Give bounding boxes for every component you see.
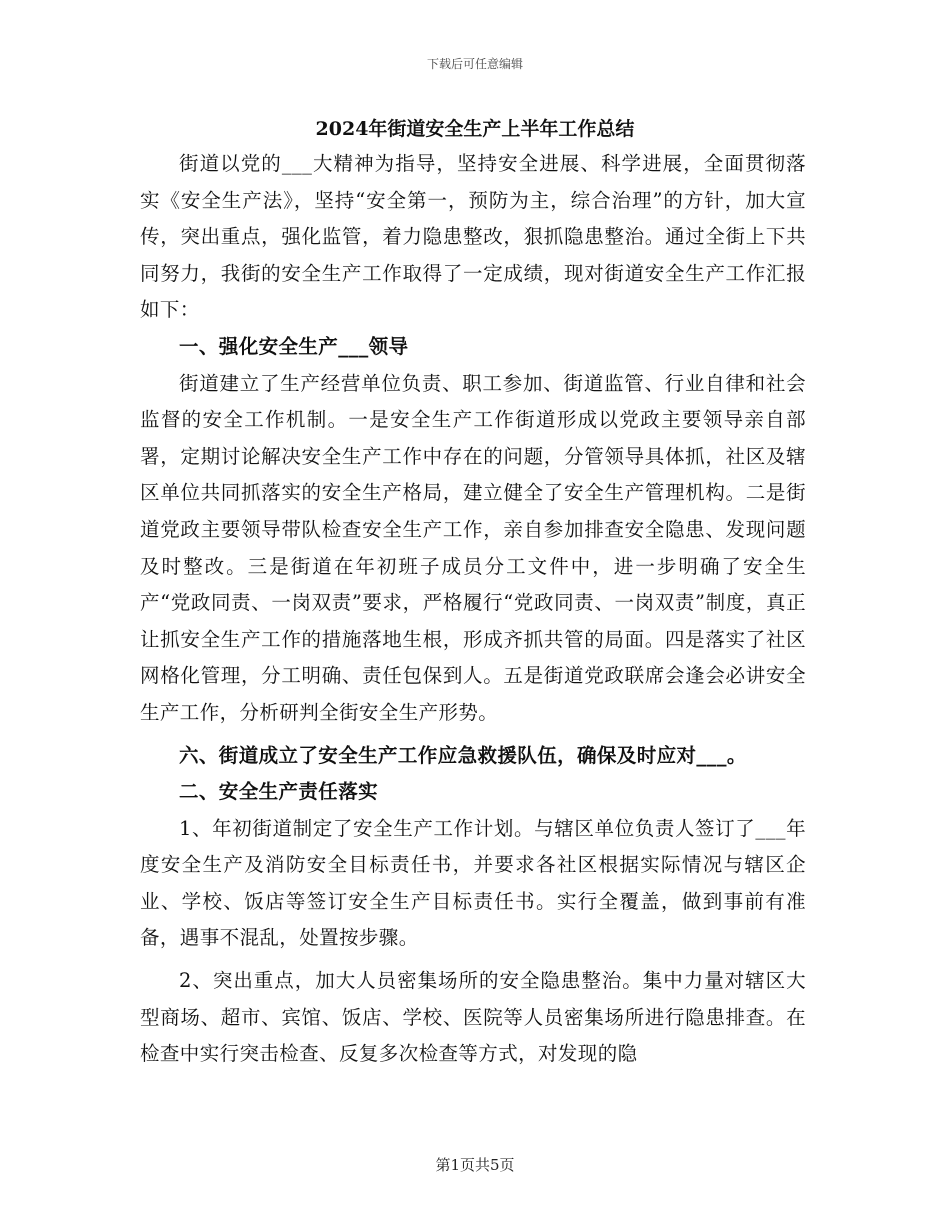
- paragraph-plan: 1、年初街道制定了安全生产工作计划。与辖区单位负责人签订了___年度安全生产及消防安全目标责任书，并要求各社区根据实际情况与辖区企业、学校、饭店等签订安全生产目标责任书。实行全覆盖，做到事前有准备，遇事不混乱，处置按步骤。: [140, 816, 806, 950]
- section-heading-leadership: 一、强化安全生产___领导: [179, 334, 409, 358]
- document-title: 2024年街道安全生产上半年工作总结: [315, 118, 635, 140]
- document-body: [140, 146, 806, 1073]
- paragraph-crowded-places: 2、突出重点，加大人员密集场所的安全隐患整治。集中力量对辖区大型商场、超市、宾馆、饭店、学校、医院等人员密集场所进行隐患排查。在检查中实行突击检查、反复多次检查等方式，对发现的隐: [140, 969, 806, 1066]
- paragraph-intro: 街道以党的___大精神为指导，坚持安全进展、科学进展，全面贯彻落实《安全生产法》，坚持“安全第一，预防为主，综合治理”的方针，加大宣传，突出重点，强化监管，着力隐患整改，狠抓隐患整治。通过全街上下共同努力，我街的安全生产工作取得了一定成绩，现对街道安全生产工作汇报如下：: [140, 152, 806, 322]
- header-note: 下载后可任意编辑: [426, 57, 523, 71]
- paragraph-mechanism: 街道建立了生产经营单位负责、职工参加、街道监管、行业自律和社会监督的安全工作机制。一是安全生产工作街道形成以党政主要领导亲自部署，定期讨论解决安全生产工作中存在的问题，分管领导具体抓，社区及辖区单位共同抓落实的安全生产格局，建立健全了安全生产管理机构。二是街道党政主要领导带队检查安全生产工作，亲自参加排查安全隐患、发现问题及时整改。三是街道在年初班子成员分工文件中，进一步明确了安全生产“党政同责、一岗双责”要求，严格履行“党政同责、一岗双责”制度，真正让抓安全生产工作的措施落地生根，形成齐抓共管的局面。四是落实了社区网格化管理，分工明确、责任包保到人。五是街道党政联席会逢会必讲安全生产工作，分析研判全街安全生产形势。: [140, 371, 806, 724]
- section-heading-responsibility: 二、安全生产责任落实: [179, 780, 379, 804]
- section-heading-emergency-team: 六、街道成立了安全生产工作应急救援队伍，确保及时应对___。: [179, 743, 747, 767]
- page-number: 第1页共5页: [435, 1156, 515, 1174]
